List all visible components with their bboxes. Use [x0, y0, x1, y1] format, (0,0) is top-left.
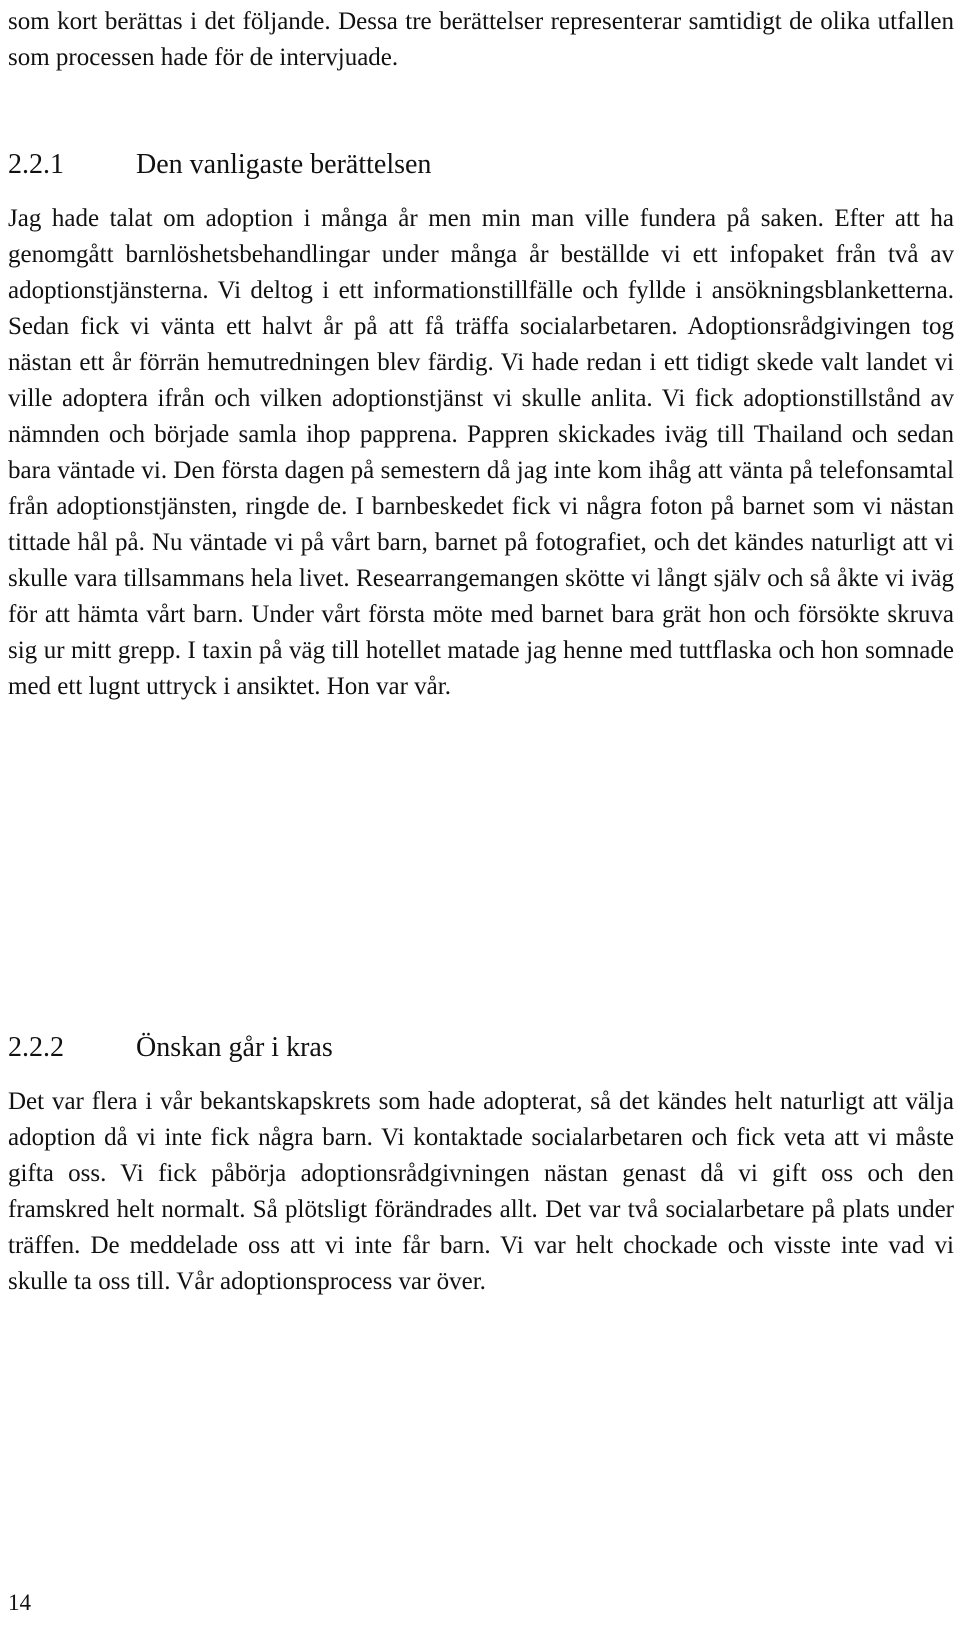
- page-number: 14: [8, 1590, 31, 1615]
- section-heading-2-2-1: [8, 147, 431, 183]
- intro-paragraph: som kort berättas i det följande. Dessa tre berättelser representerar samtidigt de olika utfallen som processen hade för de intervjuade.: [8, 8, 954, 71]
- section-1-body: Jag hade talat om adoption i många år men min man ville fundera på saken. Efter att ha genomgått barnlöshetsbehandlingar under många år beställde vi ett infopaket från två av adoptionstjänsterna. Vi deltog i ett informationstillfälle och fyllde i ansökningsblanketterna. Sedan fick vi vänta ett halvt år på att få träffa socialarbetaren. Adoptionsrådgivingen tog nästan ett år förrän hemutredningen blev färdig. Vi hade redan i ett tidigt skede valt landet vi ville adoptera ifrån och vilken adoptionstjänst vi skulle anlita. Vi fick adoptionstillstånd av nämnden och började samla ihop papprena. Pappren skickades iväg till Thailand och sedan bara väntade vi. Den första dagen på semestern då jag inte kom ihåg att vänta på telefonsamtal från adoptionstjänsten, ringde de. I barnbeskedet fick vi några foton på barnet som vi nästan tittade hål på. Nu väntade vi på vårt barn, barnet på fotografiet, och det kändes naturligt att vi skulle vara tillsammans hela livet. Researrangemangen skötte vi långt själv och så åkte vi iväg för att hämta vårt barn. Under vårt första möte med barnet bara grät hon och försökte skruva sig ur mitt grepp. I taxin på väg till hotellet matade jag henne med tuttflaska och hon somnade med ett lugnt uttryck i ansiktet. Hon var vår.: [8, 205, 954, 700]
- section-title: Önskan går i kras: [136, 1032, 333, 1063]
- section-number: 2.2.1: [8, 149, 64, 180]
- section-heading-2-2-2: [8, 1030, 333, 1066]
- section-2-body: Det var flera i vår bekantskapskrets som hade adopterat, så det kändes helt naturligt att välja adoption då vi inte fick några barn. Vi kontaktade socialarbetaren och fick veta att vi måste gifta oss. Vi fick påbörja adoptionsrådgivningen nästan genast då vi gift oss och den framskred helt normalt. Så plötsligt förändrades allt. Det var två socialarbetare på plats under träffen. De meddelade oss att vi inte får barn. Vi var helt chockade och visste inte vad vi skulle ta oss till. Vår adoptionsprocess var över.: [8, 1088, 954, 1295]
- section-title: Den vanligaste berättelsen: [136, 149, 432, 180]
- section-number: 2.2.2: [8, 1032, 64, 1063]
